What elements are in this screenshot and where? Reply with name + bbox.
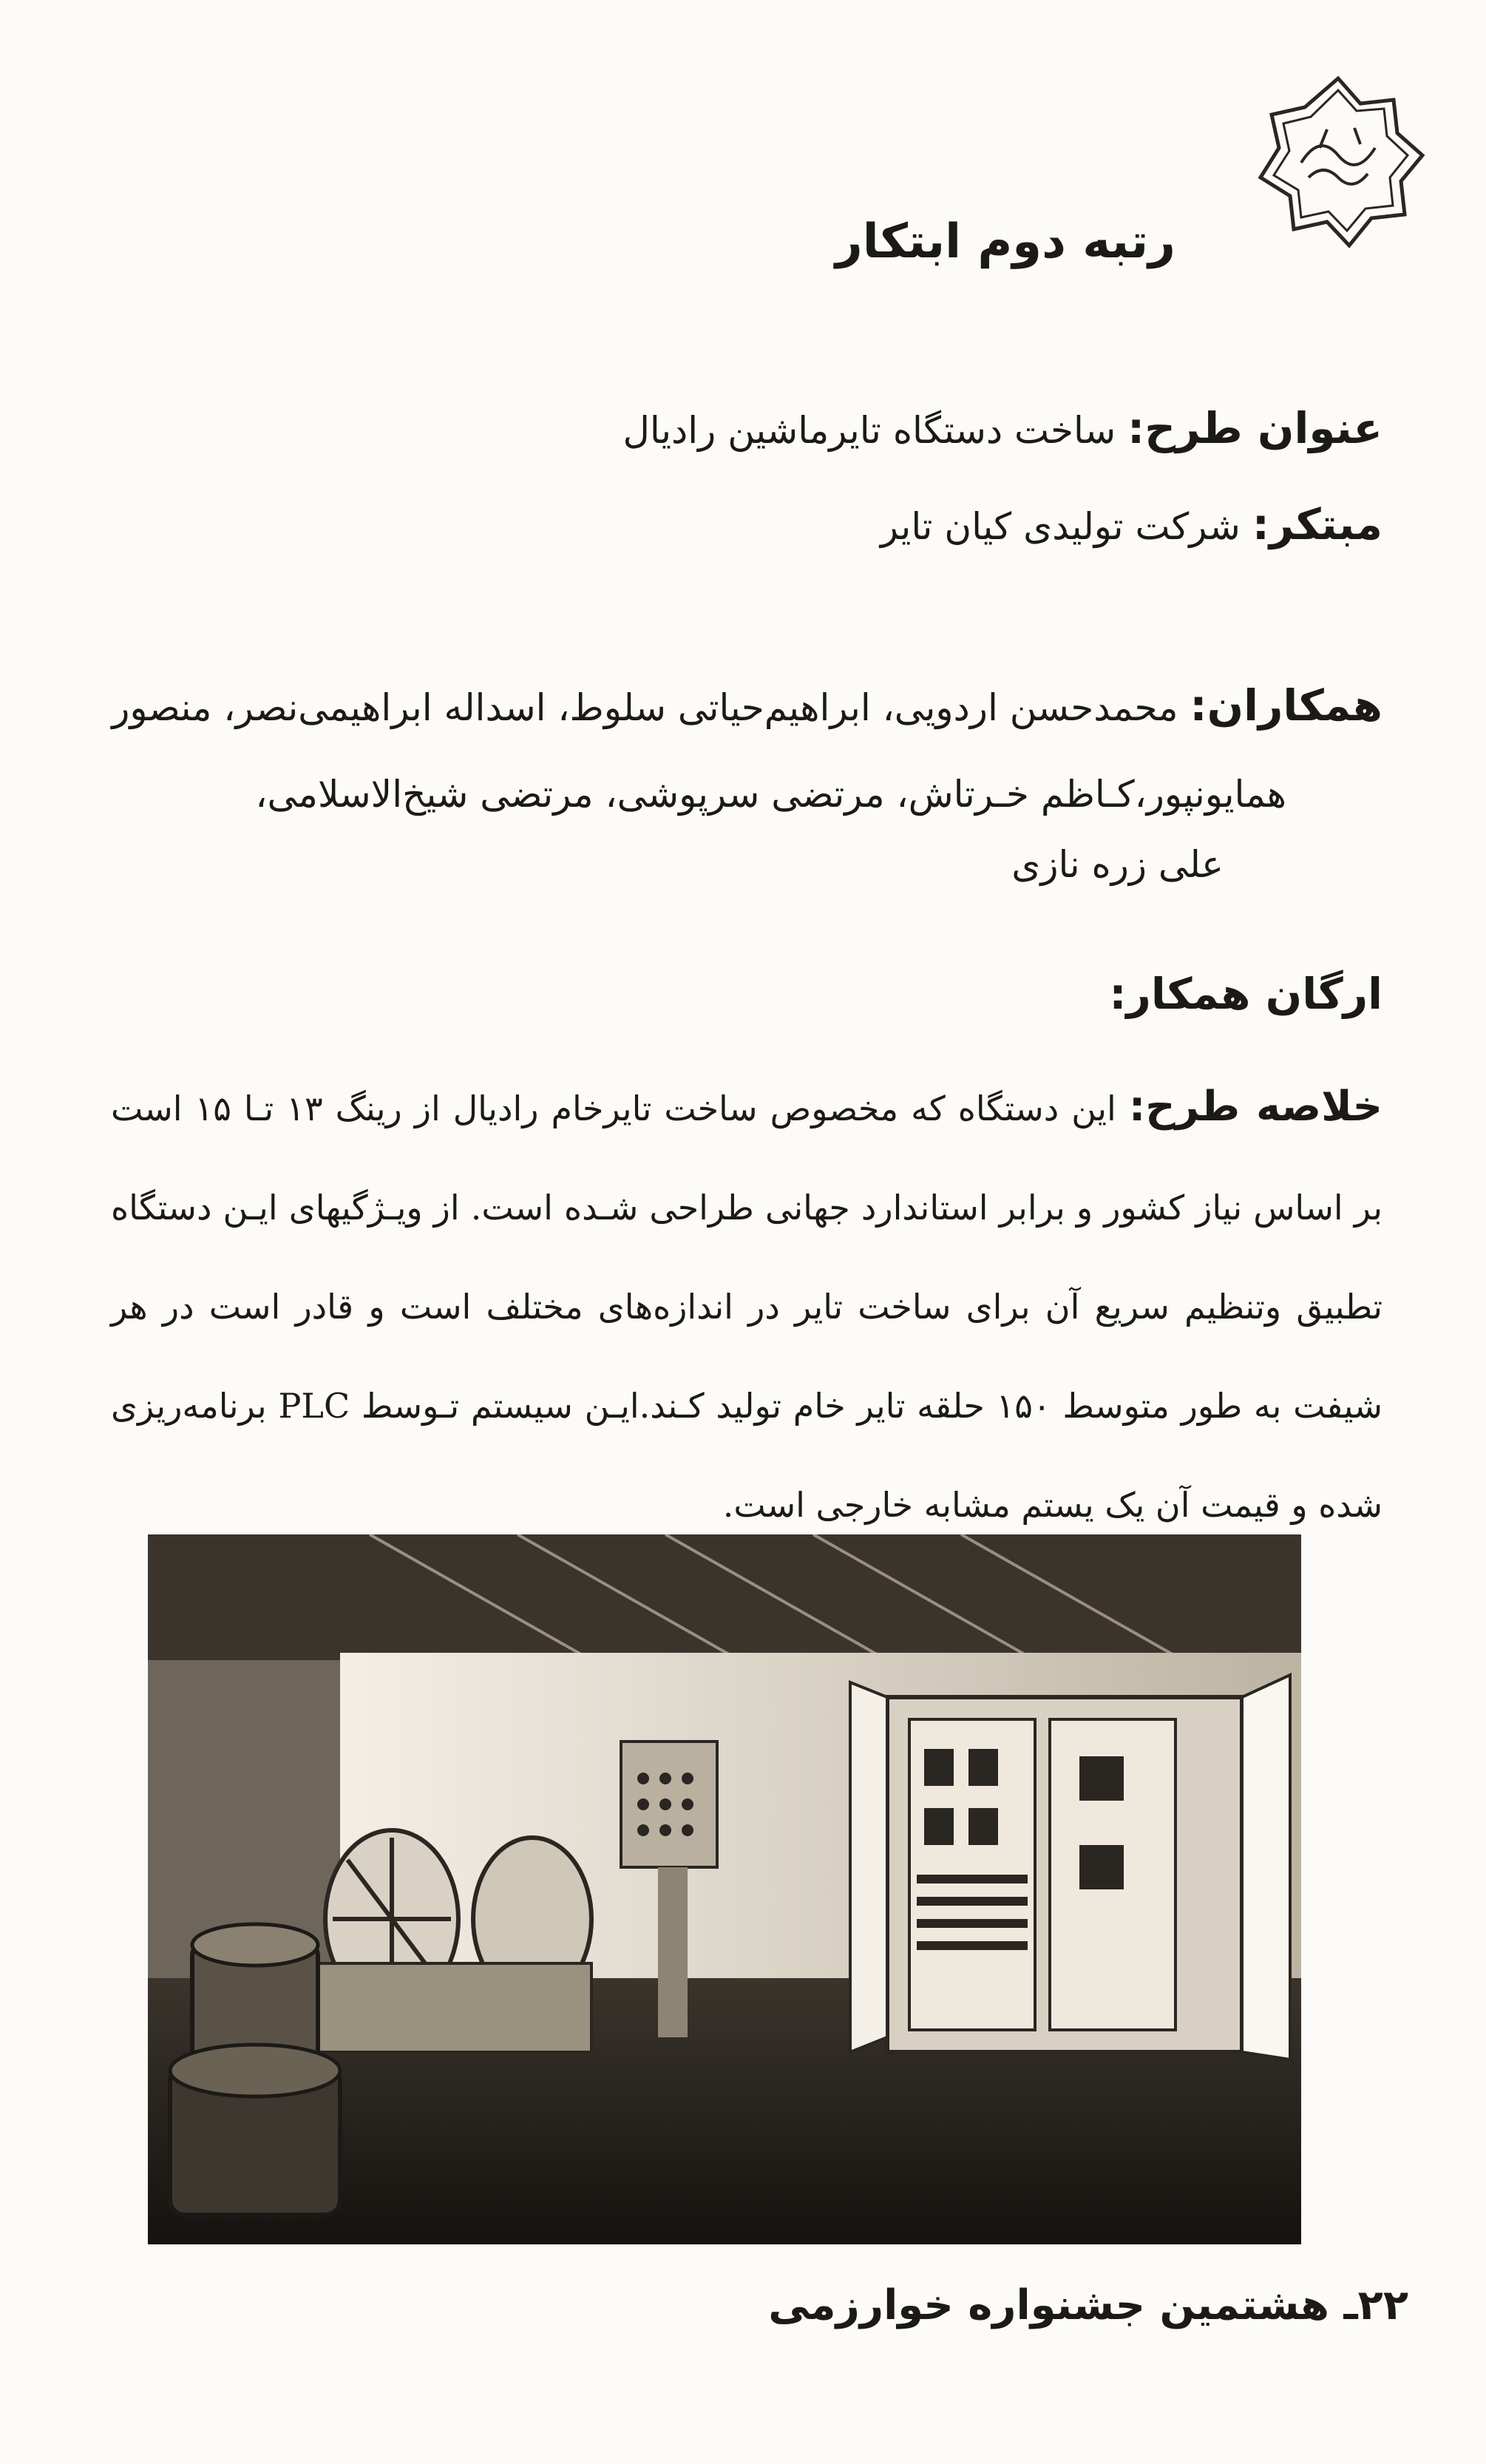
collaborators-line-1: محمدحسن اردویی، ابراهیم‌حیاتی سلوط، اسداله ابراهیمی‌نصر، منصور bbox=[112, 686, 1178, 729]
collaborators-line-2: همایونپور،کـاظم خـرتاش، مرتضی سرپوشی، مرتضی شیخ‌الاسلامی، bbox=[255, 773, 1286, 816]
award-rank-heading: رتبه دوم ابتکار bbox=[835, 214, 1175, 269]
organization-label: ارگان همکار: bbox=[1109, 969, 1382, 1019]
collaborators-label: همکاران: bbox=[1190, 680, 1382, 731]
organization-row bbox=[1109, 969, 1382, 1021]
machine-photo bbox=[148, 1534, 1301, 2244]
project-title-row bbox=[623, 403, 1382, 455]
creator-label: مبتکر: bbox=[1252, 499, 1382, 549]
summary-text: این دستگاه که مخصوص ساخت تایرخام رادیال از رینگ ۱۳ تـا ۱۵ است بر اساس نیاز کشور و برابر استاندارد جهانی طراحی شـده است. از ویـژگیهای ایـن دستگاه تطبیق وتنظیم سریع آن برای ساخت تایر در اندازه‌های مختلف است و قادر است در هر شیفت به طور متوسط ۱۵۰ حلقه تایر خام تولید کـند.ایـن سیستم تـوسط PLC برنامه‌ریزی شده و قیمت آن یک یستم مشابه خارجی است. bbox=[111, 1089, 1383, 1525]
collaborators-line-3: علی زره نازی bbox=[1011, 843, 1224, 886]
project-summary bbox=[111, 1057, 1382, 1554]
project-title-value: ساخت دستگاه تایرماشین رادیال bbox=[622, 409, 1116, 452]
creator-value: شرکت تولیدی کیان تایر bbox=[880, 505, 1241, 548]
festival-logo bbox=[1249, 74, 1427, 251]
creator-row bbox=[881, 499, 1382, 551]
page-footer: ۲۲ـ هشتمین جشنواره خوارزمی bbox=[768, 2281, 1408, 2329]
summary-label: خلاصه طرح: bbox=[1128, 1083, 1382, 1131]
collaborators-row bbox=[112, 680, 1382, 732]
project-title-label: عنوان طرح: bbox=[1127, 403, 1382, 453]
